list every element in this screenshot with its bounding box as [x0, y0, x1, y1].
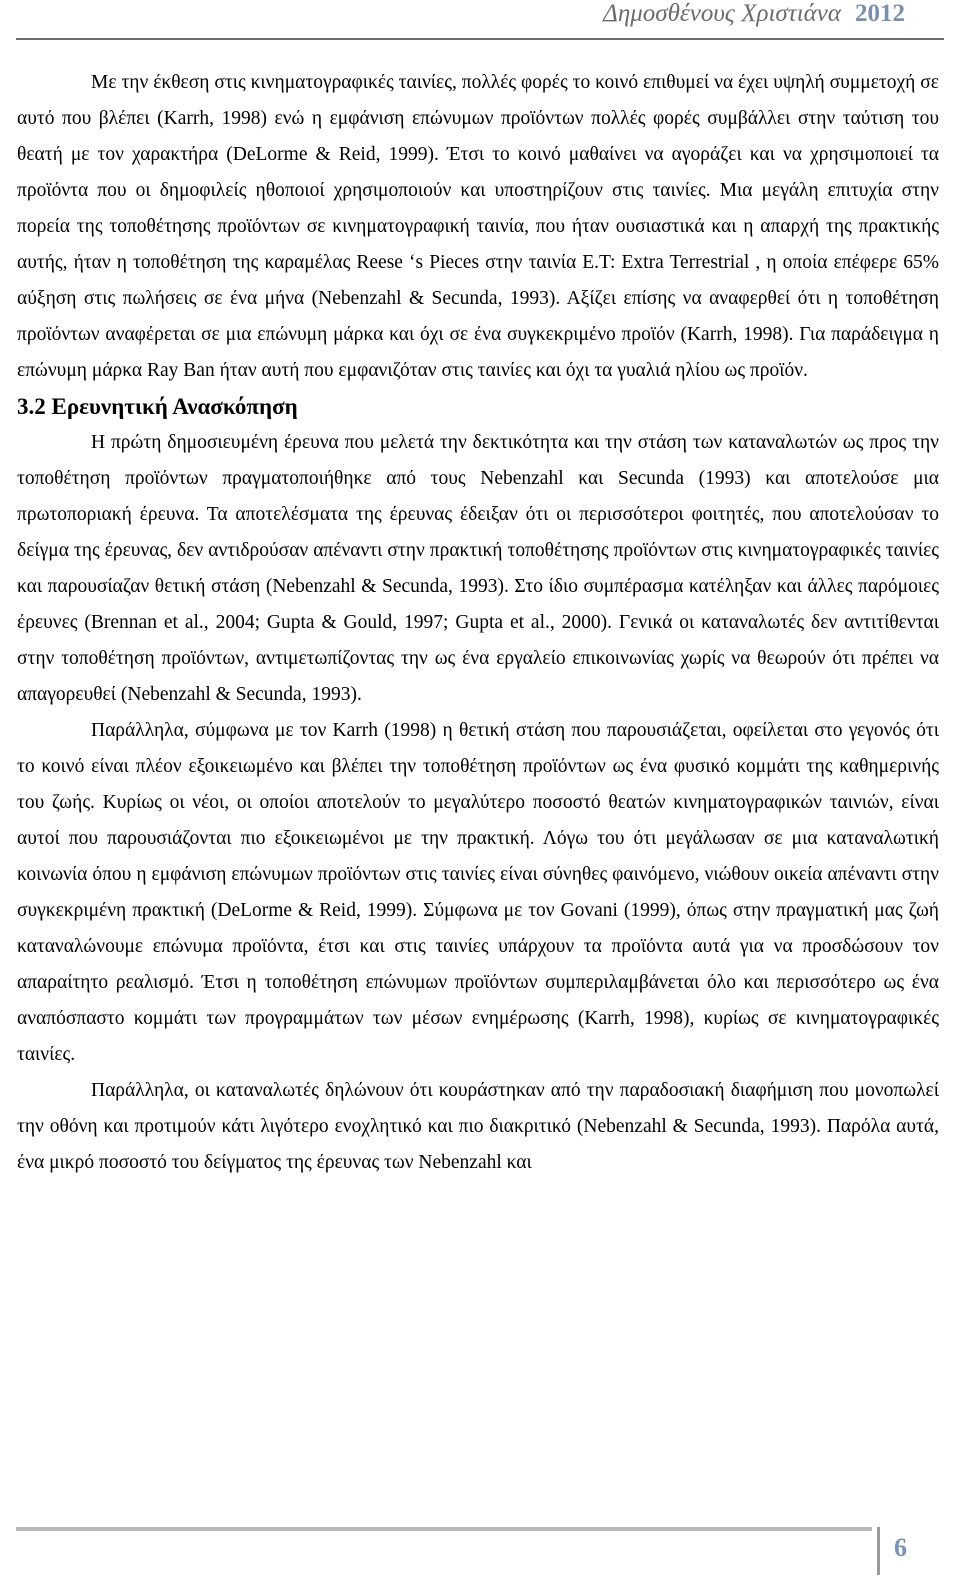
- page-header: [0, 0, 960, 42]
- header-author: Δημοσθένους Χριστιάνα: [603, 0, 841, 27]
- section-heading: 3.2 Ερευνητική Ανασκόπηση: [17, 394, 298, 419]
- header-text: [603, 0, 905, 28]
- paragraph-3: Παράλληλα, σύμφωνα με τον Karrh (1998) η θετική στάση που παρουσιάζεται, οφείλεται στο γεγονός ότι το κοινό είναι πλέον εξοικειωμένο και βλέπει την τοποθέτηση προϊόντων ως ένα φυσικό κομμάτι της καθημερινής του ζωής. Κυρίως οι νέοι, οι οποίοι αποτελούν το μεγαλύτερο ποσοστό θεατών κινηματογραφικών ταινιών, είναι αυτοί που παρουσιάζονται πιο εξοικειωμένοι με την πρακτική. Λόγω του ότι μεγάλωσαν σε μια καταναλωτική κοινωνία όπου η εμφάνιση επώνυμων προϊόντων στις ταινίες είναι σύνηθες φαινόμενο, νιώθουν οικεία απέναντι στην συγκεκριμένη πρακτική (DeLorme & Reid, 1999). Σύμφωνα με τον Govani (1999), όπως στην πραγματική μας ζωή καταναλώνουμε επώνυμα προϊόντα, έτσι και στις ταινίες υπάρχουν τα προϊόντα αυτά για να προσδώσουν τον απαραίτητο ρεαλισμό. Έτσι η τοποθέτηση επώνυμων προϊόντων συμπεριλαμβάνεται όλο και περισσότερο ως ένα αναπόσπαστο κομμάτι των προγραμμάτων των μέσων ενημέρωσης (Karrh, 1998), κυρίως σε κινηματογραφικές ταινίες.: [17, 720, 939, 1065]
- paragraph-1: Με την έκθεση στις κινηματογραφικές ταινίες, πολλές φορές το κοινό επιθυμεί να έχει υψηλή συμμετοχή σε αυτό που βλέπει (Karrh, 1998) ενώ η εμφάνιση επώνυμων προϊόντων πολλές φορές συμβάλλει στην ταύτιση του θεατή με τον χαρακτήρα (DeLorme & Reid, 1999). Έτσι το κοινό μαθαίνει να αγοράζει και να χρησιμοποιεί τα προϊόντα που οι δημοφιλείς ηθοποιοί χρησιμοποιούν και υποστηρίζουν στις ταινίες. Μια μεγάλη επιτυχία στην πορεία της τοποθέτησης προϊόντων σε κινηματογραφική ταινία, που ήταν ουσιαστικά και η απαρχή της πρακτικής αυτής, ήταν η τοποθέτηση της καραμέλας Reese ‘s Pieces στην ταινία E.T: Extra Terrestrial , η οποία επέφερε 65% αύξηση στις πωλήσεις σε ένα μήνα (Nebenzahl & Secunda, 1993). Αξίζει επίσης να αναφερθεί ότι η τοποθέτηση προϊόντων αναφέρεται σε μια επώνυμη μάρκα και όχι σε ένα συγκεκριμένο προϊόν (Karrh, 1998). Για παράδειγμα η επώνυμη μάρκα Ray Ban ήταν αυτή που εμφανιζόταν στις ταινίες και όχι τα γυαλιά ηλίου ως προϊόν.: [17, 72, 939, 381]
- header-year: 2012: [855, 0, 905, 27]
- paragraph-2: Η πρώτη δημοσιευμένη έρευνα που μελετά την δεκτικότητα και την στάση των καταναλωτών ως προς την τοποθέτηση προϊόντων πραγματοποιήθηκε από τους Nebenzahl και Secunda (1993) και αποτελούσε μια πρωτοποριακή έρευνα. Τα αποτελέσματα της έρευνας έδειξαν ότι οι περισσότεροι φοιτητές, που αποτελούσαν το δείγμα της έρευνας, δεν αντιδρούσαν απέναντι στην πρακτική τοποθέτησης προϊόντων στις κινηματογραφικές ταινίες και παρουσίαζαν θετική στάση (Nebenzahl & Secunda, 1993). Στο ίδιο συμπέρασμα κατέληξαν και άλλες παρόμοιες έρευνες (Brennan et al., 2004; Gupta & Gould, 1997; Gupta et al., 2000). Γενικά οι καταναλωτές δεν αντιτίθενται στην τοποθέτηση προϊόντων, αντιμετωπίζοντας την ως ένα εργαλείο επικοινωνίας χωρίς να θεωρούν ότι πρέπει να απαγορευθεί (Nebenzahl & Secunda, 1993).: [17, 432, 939, 705]
- document-body: [17, 65, 939, 1181]
- page-number: 6: [894, 1533, 907, 1562]
- header-rule: [16, 38, 944, 40]
- paragraph-4: Παράλληλα, οι καταναλωτές δηλώνουν ότι κουράστηκαν από την παραδοσιακή διαφήμιση που μονοπωλεί την οθόνη και προτιμούν κάτι λιγότερο ενοχλητικό και πιο διακριτικό (Nebenzahl & Secunda, 1993). Παρόλα αυτά, ένα μικρό ποσοστό του δείγματος της έρευνας των Nebenzahl και: [17, 1080, 939, 1173]
- footer-rule: [16, 1527, 872, 1531]
- page-number-box: [877, 1527, 942, 1575]
